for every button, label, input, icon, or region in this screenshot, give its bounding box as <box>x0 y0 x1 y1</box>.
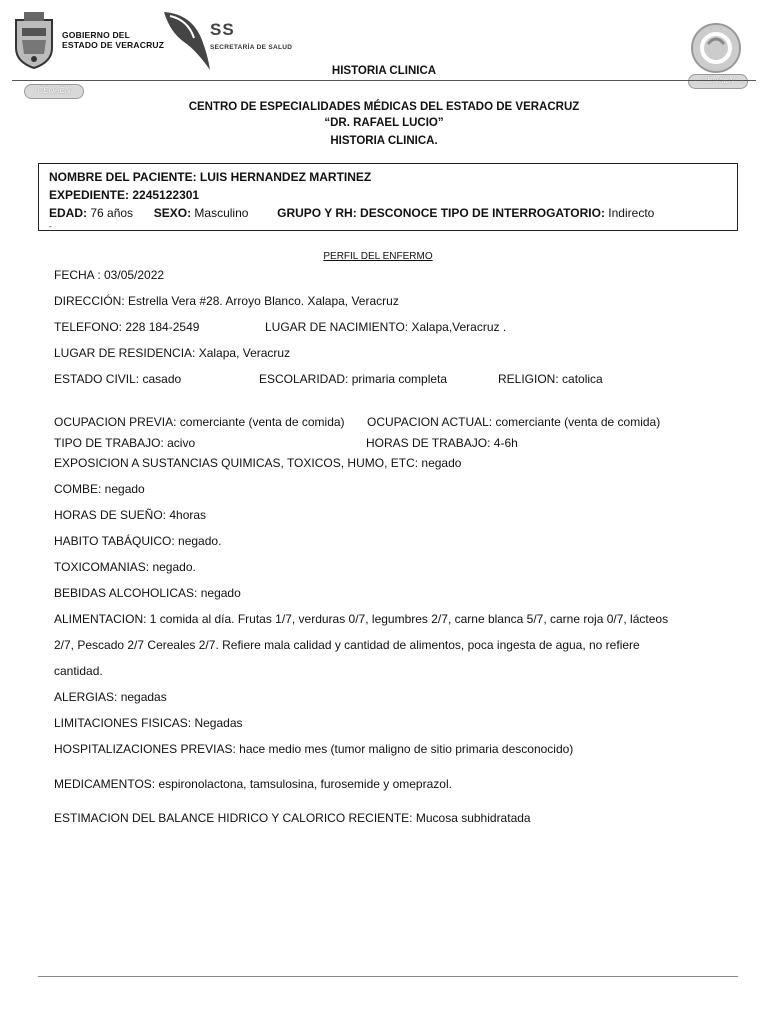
footer-divider <box>38 976 738 977</box>
blood-group-label: GRUPO Y RH: DESCONOCE TIPO DE INTERROGATORIO: <box>277 206 605 220</box>
demographics-row <box>49 206 654 220</box>
direccion-row: DIRECCIÓN: Estrella Vera #28. Arroyo Blanco. Xalapa, Veracruz <box>54 294 399 308</box>
ocupacion-actual-row: OCUPACION ACTUAL: comerciante (venta de comida) <box>367 415 661 429</box>
gov-line-1: GOBIERNO DEL <box>62 30 131 40</box>
state-coat-of-arms-icon <box>10 10 58 70</box>
header-divider <box>12 80 756 81</box>
health-secretariat-logo-icon <box>162 10 212 72</box>
toxicomanias-row: TOXICOMANIAS: negado. <box>54 560 196 574</box>
alimentacion-line-3: cantidad. <box>54 664 103 678</box>
patient-name-value: LUIS HERNANDEZ MARTINEZ <box>199 170 372 184</box>
horas-sueno-row: HORAS DE SUEÑO: 4horas <box>54 508 207 522</box>
escolaridad-row: ESCOLARIDAD: primaria completa <box>259 372 448 386</box>
hospitalizaciones-row: HOSPITALIZACIONES PREVIAS: hace medio mes (tumor maligno de sitio primaria desconocido) <box>54 742 574 756</box>
sex-value: Masculino <box>194 206 249 220</box>
hospital-name: “DR. RAFAEL LUCIO” <box>324 117 444 129</box>
patient-info-box <box>38 163 738 231</box>
alimentacion-line-1: ALIMENTACION: 1 comida al día. Frutas 1/7, verduras 0/7, legumbres 2/7, carne blanca 5/7, carne roja 0/7, lácteos <box>54 612 669 626</box>
telefono-row: TELEFONO: 228 184-2549 <box>54 320 200 334</box>
age-label: EDAD: <box>49 206 87 220</box>
ss-name: SECRETARÍA DE SALUD <box>210 44 293 51</box>
alergias-row: ALERGIAS: negadas <box>54 690 167 704</box>
top-document-title: HISTORIA CLINICA <box>331 65 437 77</box>
institution-name: CENTRO DE ESPECIALIDADES MÉDICAS DEL ESTADO DE VERACRUZ <box>188 101 580 113</box>
medicamentos-row: MEDICAMENTOS: espironolactona, tamsulosina, furosemide y omeprazol. <box>54 777 452 791</box>
patient-name-label: NOMBRE DEL PACIENTE: <box>49 170 197 184</box>
box-dash: - <box>49 222 52 231</box>
government-name <box>62 30 164 50</box>
ocupacion-previa-row: OCUPACION PREVIA: comerciante (venta de comida) <box>54 415 345 429</box>
limitaciones-row: LIMITACIONES FISICAS: Negadas <box>54 716 243 730</box>
fecha-row: FECHA : 03/05/2022 <box>54 268 165 282</box>
cenaen-badge-left: CENAEN <box>24 84 84 99</box>
horas-trabajo-row: HORAS DE TRABAJO: 4-6h <box>366 436 518 450</box>
residencia-row: LUGAR DE RESIDENCIA: Xalapa, Veracruz <box>54 346 291 360</box>
ss-initials: SS <box>210 20 235 39</box>
interrogation-type-value: Indirecto <box>608 206 655 220</box>
expediente-label: EXPEDIENTE: <box>49 188 130 202</box>
document-title: HISTORIA CLINICA. <box>330 135 438 147</box>
habito-tabaquico-row: HABITO TABÁQUICO: negado. <box>54 534 222 548</box>
expediente-row <box>49 188 199 202</box>
tipo-trabajo-row: TIPO DE TRABAJO: acivo <box>54 436 196 450</box>
lugar-nacimiento-row: LUGAR DE NACIMIENTO: Xalapa,Veracruz . <box>265 320 507 334</box>
alimentacion-line-2: 2/7, Pescado 2/7 Cereales 2/7. Refiere mala calidad y cantidad de alimentos, poca ingesta de agua, no refiere <box>54 638 640 652</box>
religion-row: RELIGION: catolica <box>498 372 603 386</box>
patient-name-row <box>49 170 371 184</box>
section-title-perfil: PERFIL DEL ENFERMO <box>323 251 433 262</box>
exposicion-row: EXPOSICION A SUSTANCIAS QUIMICAS, TOXICOS, HUMO, ETC: negado <box>54 456 462 470</box>
sex-label: SEXO: <box>153 206 192 220</box>
expediente-value: 2245122301 <box>132 188 200 202</box>
age-value: 76 años <box>90 206 134 220</box>
bebidas-row: BEBIDAS ALCOHOLICAS: negado <box>54 586 241 600</box>
gov-line-2: ESTADO DE VERACRUZ <box>62 40 165 50</box>
balance-row: ESTIMACION DEL BALANCE HIDRICO Y CALORICO RECIENTE: Mucosa subhidratada <box>54 811 531 825</box>
estado-civil-row: ESTADO CIVIL: casado <box>54 372 182 386</box>
combe-row: COMBE: negado <box>54 482 145 496</box>
